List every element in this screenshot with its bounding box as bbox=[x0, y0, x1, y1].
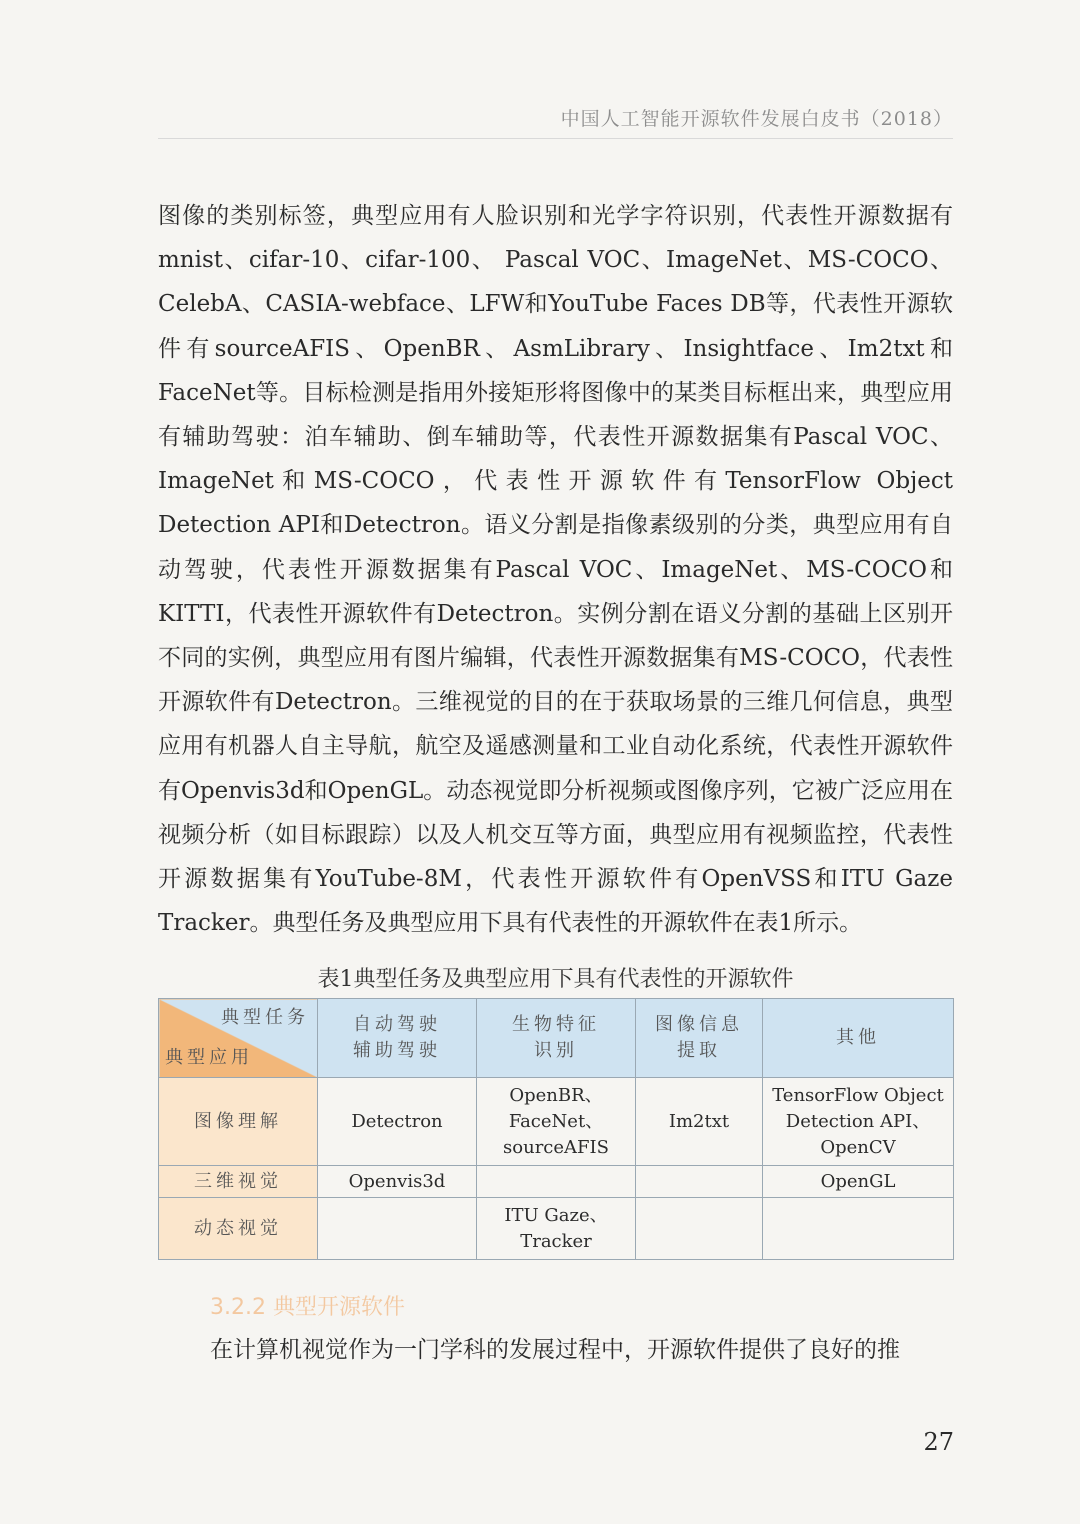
col-header-other bbox=[763, 999, 954, 1078]
section-text: 在计算机视觉作为一门学科的发展过程中，开源软件提供了良好的推 bbox=[210, 1337, 900, 1363]
table-header-row bbox=[159, 999, 954, 1078]
col-header-image-info bbox=[636, 999, 763, 1078]
corner-application-label: 典型应用 bbox=[165, 1047, 253, 1068]
table-cell bbox=[477, 1198, 636, 1260]
table-cell bbox=[636, 1166, 763, 1198]
cell-line: Openvis3d bbox=[348, 1170, 446, 1192]
cell-line: Detectron bbox=[351, 1110, 443, 1132]
col-header-line: 其他 bbox=[836, 1027, 880, 1048]
table-row bbox=[159, 1198, 954, 1260]
table-cell bbox=[763, 1198, 954, 1260]
table-row bbox=[159, 1078, 954, 1166]
table-row bbox=[159, 1166, 954, 1198]
col-header-driving bbox=[318, 999, 477, 1078]
table-cell bbox=[318, 1166, 477, 1198]
cell-line: sourceAFIS bbox=[503, 1136, 609, 1158]
table-cell bbox=[763, 1078, 954, 1166]
cell-line: Tracker bbox=[520, 1230, 592, 1252]
cell-line: TensorFlow Object bbox=[772, 1084, 944, 1106]
col-header-line: 图像信息 bbox=[655, 1014, 743, 1035]
body-paragraph: 图像的类别标签，典型应用有人脸识别和光学字符识别，代表性开源数据有mnist、cifar-10、cifar-100、 Pascal VOC、ImageNet、MS-COCO、CelebA、CASIA-webface、LFW和YouTube Faces DB等，代表性开源软件有sourceAFIS、OpenBR、AsmLibrary、Insightface、Im2txt和FaceNet等。目标检测是指用外接矩形将图像中的某类目标框出来，典型应用有辅助驾驶：泊车辅助、倒车辅助等，代表性开源数据集有Pascal VOC、ImageNet和MS-COCO，代表性开源软件有TensorFlow Object Detection API和Detectron。语义分割是指像素级别的分类，典型应用有自动驾驶，代表性开源数据集有Pascal VOC、ImageNet、MS-COCO和KITTI，代表性开源软件有Detectron。实例分割在语义分割的基础上区别开不同的实例，典型应用有图片编辑，代表性开源数据集有MS-COCO，代表性开源软件有Detectron。三维视觉的目的在于获取场景的三维几何信息，典型应用有机器人自主导航，航空及遥感测量和工业自动化系统，代表性开源软件有Openvis3d和OpenGL。动态视觉即分析视频或图像序列，它被广泛应用在视频分析（如目标跟踪）以及人机交互等方面，典型应用有视频监控，代表性开源数据集有YouTube-8M，代表性开源软件有OpenVSS和ITU Gaze Tracker。典型任务及典型应用下具有代表性的开源软件在表1所示。 bbox=[158, 203, 953, 937]
col-header-line: 自动驾驶 bbox=[353, 1014, 441, 1035]
table-cell bbox=[477, 1166, 636, 1198]
col-header-line: 辅助驾驶 bbox=[353, 1040, 441, 1061]
table-cell bbox=[318, 1198, 477, 1260]
cell-line: OpenCV bbox=[820, 1136, 896, 1158]
table-caption: 表1典型任务及典型应用下具有代表性的开源软件 bbox=[317, 967, 794, 992]
table-cell bbox=[477, 1078, 636, 1166]
cell-line: FaceNet、 bbox=[508, 1110, 604, 1132]
running-header: 中国人工智能开源软件发展白皮书（2018） bbox=[158, 104, 953, 139]
col-header-line: 提取 bbox=[677, 1040, 721, 1061]
table-corner-cell bbox=[159, 999, 318, 1078]
col-header-line: 识别 bbox=[534, 1040, 578, 1061]
col-header-biometrics bbox=[477, 999, 636, 1078]
row-header-dynamic-vision: 动态视觉 bbox=[159, 1198, 318, 1260]
row-header-3d-vision: 三维视觉 bbox=[159, 1166, 318, 1198]
table-cell bbox=[636, 1198, 763, 1260]
cell-line: OpenGL bbox=[820, 1170, 896, 1192]
row-header-image-understanding: 图像理解 bbox=[159, 1078, 318, 1166]
table-cell bbox=[318, 1078, 477, 1166]
cell-line: ITU Gaze、 bbox=[504, 1204, 608, 1226]
section-heading: 3.2.2 典型开源软件 bbox=[210, 1295, 405, 1320]
cell-line: Detection API、 bbox=[785, 1110, 931, 1132]
table-cell bbox=[636, 1078, 763, 1166]
table-cell bbox=[763, 1166, 954, 1198]
software-table bbox=[158, 998, 954, 1260]
page-number: 27 bbox=[923, 1428, 954, 1456]
corner-task-label: 典型任务 bbox=[221, 1007, 309, 1028]
cell-line: OpenBR、 bbox=[509, 1084, 603, 1106]
col-header-line: 生物特征 bbox=[512, 1014, 600, 1035]
cell-line: Im2txt bbox=[668, 1110, 730, 1132]
